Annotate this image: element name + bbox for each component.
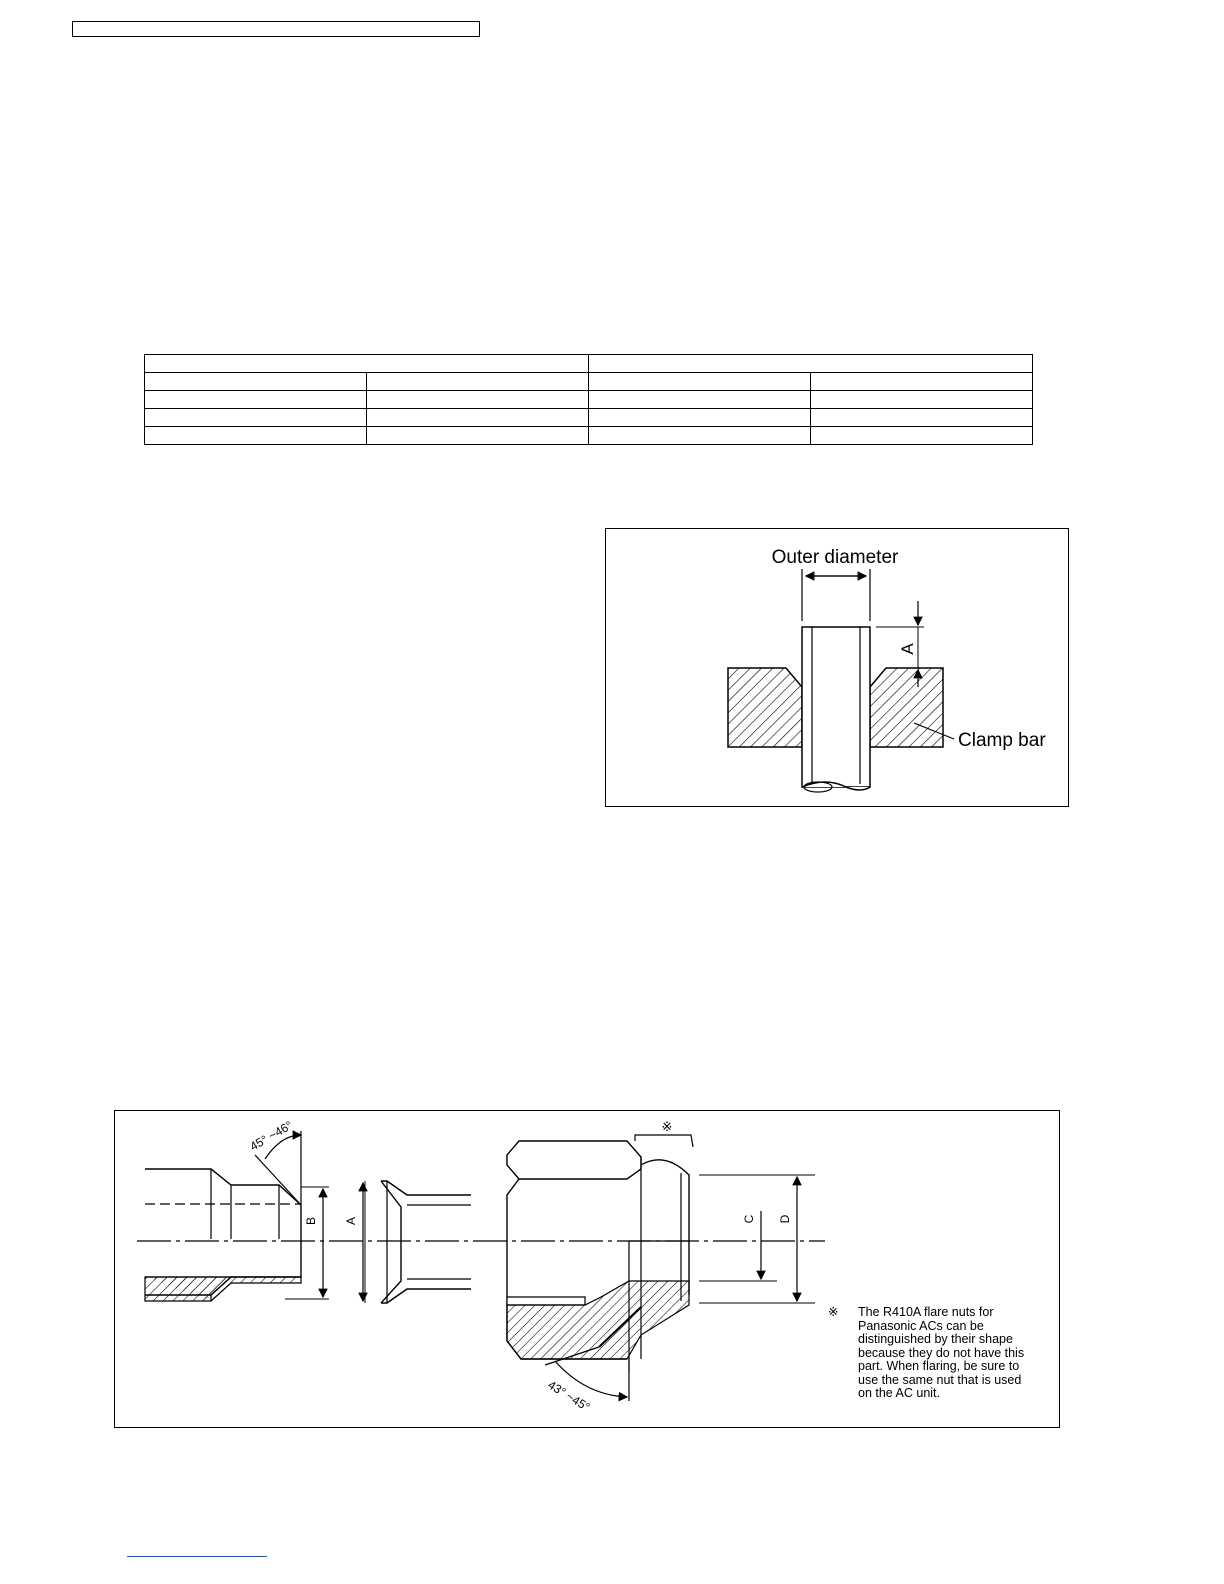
dim-b-label: B (304, 1216, 318, 1226)
dim-a-label: A (344, 1216, 358, 1226)
ref-mark: ※ (661, 1119, 673, 1134)
table-cell (367, 373, 589, 391)
outer-diameter-label: Outer diameter (771, 547, 899, 568)
table-row (145, 355, 1033, 373)
table-cell (145, 391, 367, 409)
flare-fitting (145, 1169, 301, 1295)
table-cell (145, 355, 589, 373)
clamp-bar-label: Clamp bar (958, 730, 1046, 751)
clamp-bar-right (870, 668, 943, 747)
table-cell (367, 409, 589, 427)
table-cell (145, 409, 367, 427)
flare-nut (507, 1141, 641, 1179)
clamp-bar-figure (605, 528, 1069, 807)
dim-d-label: D (778, 1214, 792, 1224)
table-row (145, 391, 1033, 409)
header-title-box (72, 21, 480, 37)
table-cell (811, 427, 1033, 445)
note-mark: ※ (828, 1305, 839, 1319)
table-cell (811, 409, 1033, 427)
table-cell (367, 427, 589, 445)
dim-c-label: C (742, 1214, 756, 1224)
table-cell (811, 391, 1033, 409)
clamp-bar-diagram (606, 529, 1070, 808)
table-cell (145, 373, 367, 391)
flared-pipe (381, 1181, 401, 1303)
table-cell (589, 427, 811, 445)
table-cell (367, 391, 589, 409)
table-row (145, 373, 1033, 391)
angle-top-label: 45° ~46° (247, 1118, 295, 1154)
table-row (145, 427, 1033, 445)
table-row (145, 409, 1033, 427)
flare-dimension-table (144, 354, 1033, 445)
table-cell (589, 373, 811, 391)
footer-link[interactable] (127, 1556, 267, 1557)
note-text: The R410A flare nuts for Panasonic ACs can be distinguished by their shape because they do not have this part. When flaring, be sure to use the same nut that is used on the AC unit. (858, 1305, 1025, 1400)
table-cell (589, 409, 811, 427)
table-cell (589, 355, 1033, 373)
table-cell (145, 427, 367, 445)
table-cell (589, 391, 811, 409)
dimension-a-label: A (898, 643, 917, 655)
table-cell (811, 373, 1033, 391)
angle-bottom-label: 43° ~45° (545, 1377, 593, 1415)
clamp-bar-left (728, 668, 802, 747)
